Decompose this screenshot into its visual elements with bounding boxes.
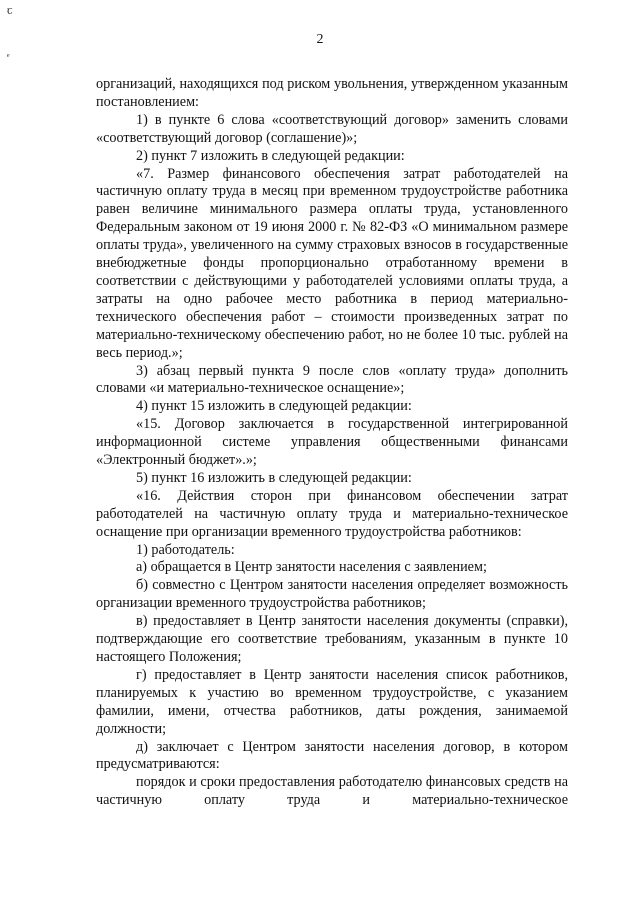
paragraph: в) предоставляет в Центр занятости населения документы (справки), подтверждающие его соответствие требованиям, указанным в пункте 10 настоящего Положения; [96, 613, 568, 665]
paragraph: «16. Действия сторон при финансовом обеспечении затрат работодателей на частичную оплату труда и материально-техническое оснащение при организации временного трудоустройства работников: [96, 487, 568, 540]
scan-artifact-mark: ₑ [7, 48, 10, 59]
document-body [96, 76, 568, 810]
paragraph: д) заключает с Центром занятости населения договор, в котором предусматриваются: [96, 738, 568, 773]
paragraph: «7. Размер финансового обеспечения затрат работодателей на частичную оплату труда в месяц при временном трудоустройстве работника равен величине минимального размера оплаты труда, установленного Федеральным законом от 19 июня 2000 г. № 82-ФЗ «О минимальном размере оплаты труда», увеличенного на сумму страховых взносов в государственные внебюджетные фонды пропорционально отработанному времени в соответствии с действующими у работодателей условиями оплаты труда, а затраты на одно рабочее место работника в период материально-технического обеспечения работ – стоимости произведенных затрат по материально-техническому обеспечению работ, но не более 10 тыс. рублей на весь период.»; [96, 165, 568, 361]
scan-artifact-mark: ꞇ [7, 6, 13, 17]
paragraph: организаций, находящихся под риском увольнения, утвержденном указанным постановлением: [96, 76, 568, 110]
paragraph: 5) пункт 16 изложить в следующей редакции: [136, 469, 412, 486]
paragraph: а) обращается в Центр занятости населения с заявлением; [136, 559, 487, 576]
paragraph: «15. Договор заключается в государственной интегрированной информационной системе управления общественными финансами «Электронный бюджет».»; [96, 416, 568, 469]
paragraph: 1) работодатель: [136, 541, 235, 558]
paragraph: г) предоставляет в Центр занятости населения список работников, планируемых к участию во временном трудоустройстве, с указанием фамилии, имени, отчества работников, даты рождения, занимаемой должности; [96, 666, 568, 737]
paragraph: 1) в пункте 6 слова «соответствующий договор» заменить словами «соответствующий договор (соглашение)»; [96, 111, 568, 146]
page-number: 2 [316, 32, 324, 47]
paragraph: 3) абзац первый пункта 9 после слов «оплату труда» дополнить словами «и материально-техническое оснащение»; [96, 362, 568, 397]
paragraph: 4) пункт 15 изложить в следующей редакции: [136, 398, 412, 415]
paragraph: порядок и сроки предоставления работодателю финансовых средств на частичную оплату труда и материально-техническое [96, 774, 568, 809]
paragraph: 2) пункт 7 изложить в следующей редакции: [136, 147, 405, 164]
paragraph: б) совместно с Центром занятости населения определяет возможность организации временного трудоустройства работников; [96, 577, 568, 612]
